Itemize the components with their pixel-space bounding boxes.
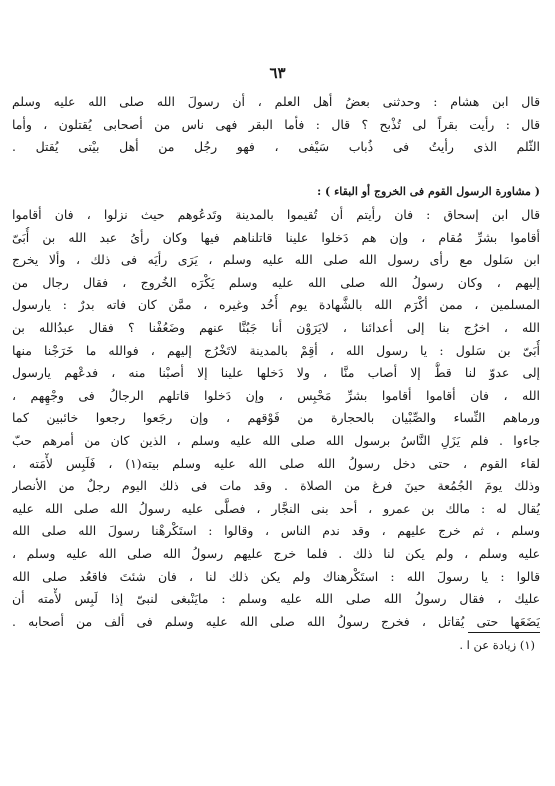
text-line: المسلمين ، ممن أكْرَم الله بالشَّهادة يوم أُحُد وغيره ، ممَّن كان فاته بدرٌ : يارسول: [12, 297, 540, 313]
text-line: إليهم ، وكان رسولُ الله صلى الله عليه وسلم يَكْرَه الخُروج ، فقال رجال من: [12, 274, 540, 290]
paragraph-ibn-hisham: [12, 91, 540, 159]
text-line: يُقال له : مالك بن عمرو ، أحد بنى النجَّار ، فصلَّى عليه رسولُ الله صلى الله عليه: [12, 500, 540, 516]
text-line: وذلك يومَ الجُمُعة حينَ فرغ من الصلاة . وقد مات فى ذلك اليوم رجلٌ من الأنصار: [12, 478, 540, 494]
paragraph-ibn-ishaq: [12, 204, 540, 633]
text-line: وسلم ، ثم خرج عليهم ، وقد ندم الناس ، وقالوا : استَكْرهْنا رسولَ الله صلى الله: [12, 523, 540, 539]
text-line: ورماهم النِّساء والصِّبْيان بالحجارة من فَوْقهم ، وإن رجَعوا رجعوا خائبين كما: [12, 410, 540, 426]
text-line: ابن سَلول مع رأى رسول الله صلى الله عليه وسلم ، يَرَى رأيَه فى ذلك ، وألا يخرج: [12, 252, 540, 268]
text-line: قال ابن هشام : وحدثنى بعضُ أهل العلم ، أن رسولَ الله صلى الله عليه وسلم: [12, 94, 540, 109]
text-line: يَضَعَها حتى يُقاتل ، فخرج رسولُ الله صلى الله عليه وسلم فى ألف من أصحابه .: [12, 613, 540, 629]
text-line: الله ، اخرُج بنا إلى أعدائنا ، لايَرَوْن أنا جَبُنَّا عنهم وضَعُفْنا ؟ فقال عبدُالله بن: [12, 319, 540, 335]
footnote-divider: [468, 632, 540, 633]
text-line: قالوا : يا رسولَ الله : استَكْرهناك ولم يكن ذلك لنا ، فان شئتَ فاقعُد صلى الله: [12, 568, 540, 584]
page-number: ٦٣: [269, 64, 286, 82]
text-line: الله ، فان أقاموا أقاموا بشرِّ مَحْبِس ، وإن دَخلوا قاتلهم الرجالُ فى وجْهِهم ،: [12, 387, 540, 403]
section-heading: ( مشاورة الرسول القوم فى الخروج أو البقاء ) :: [317, 185, 540, 198]
text-line: قال : رأيت بقراً لى تُذْبح ؟ قال : فأما البقر فهى ناس من أصحابى يُقتلون ، وأما: [12, 116, 540, 132]
text-line: أقاموا بشرِّ مُقام ، وإن هم دَخلوا علينا قاتلناهم فيها وكان رأىُ عبد الله بن أُبَىّ: [12, 229, 540, 245]
text-line: عليك ، فقال رسولُ الله صلى الله عليه وسلم : مايَنْبغى لنبىّ إذا لَبِس لأْمته أن: [12, 591, 540, 607]
text-line: أُبَىّ بن سَلول : يا رسول الله ، أقِمْ بالمدينة لاتَخْرُج إليهم ، فوالله ما خَرَجْنا منها: [12, 342, 540, 358]
footnote: (١) زيادة عن ا .: [459, 638, 535, 652]
text-line: إلى عدوّ لنا قطُّ إلا أصاب منَّا ، ولا دَخلها علينا إلا أصبْنا منه ، فدعْهم يارسول: [12, 365, 540, 381]
text-line: عليه وسلم ، ولم يكن لنا ذلك . فلما خرج عليهم رسولُ الله صلى الله عليه وسلم ،: [12, 545, 540, 561]
text-line: جاءوا . فلم يَزَلِ النَّاسُ برسول الله صلى الله عليه وسلم ، الذين كان من أمرهم حبّ: [12, 432, 540, 448]
text-line: لقاء القوم ، حتى دخل رسولُ الله صلى الله عليه وسلم بيته(١) ، فَلَبِس لأْمَته ،: [12, 455, 540, 471]
text-line: قال ابن إسحاق : فان رأيتم أن تُقيموا بالمدينة وتَدعُوهم حيث نزلوا ، فان أقاموا: [12, 207, 540, 222]
text-line: الثّلم الذى رأيتُ فى ذُباب سَيْفى ، فهو رجُل من أهل بيْتى يُقتل .: [12, 139, 540, 155]
